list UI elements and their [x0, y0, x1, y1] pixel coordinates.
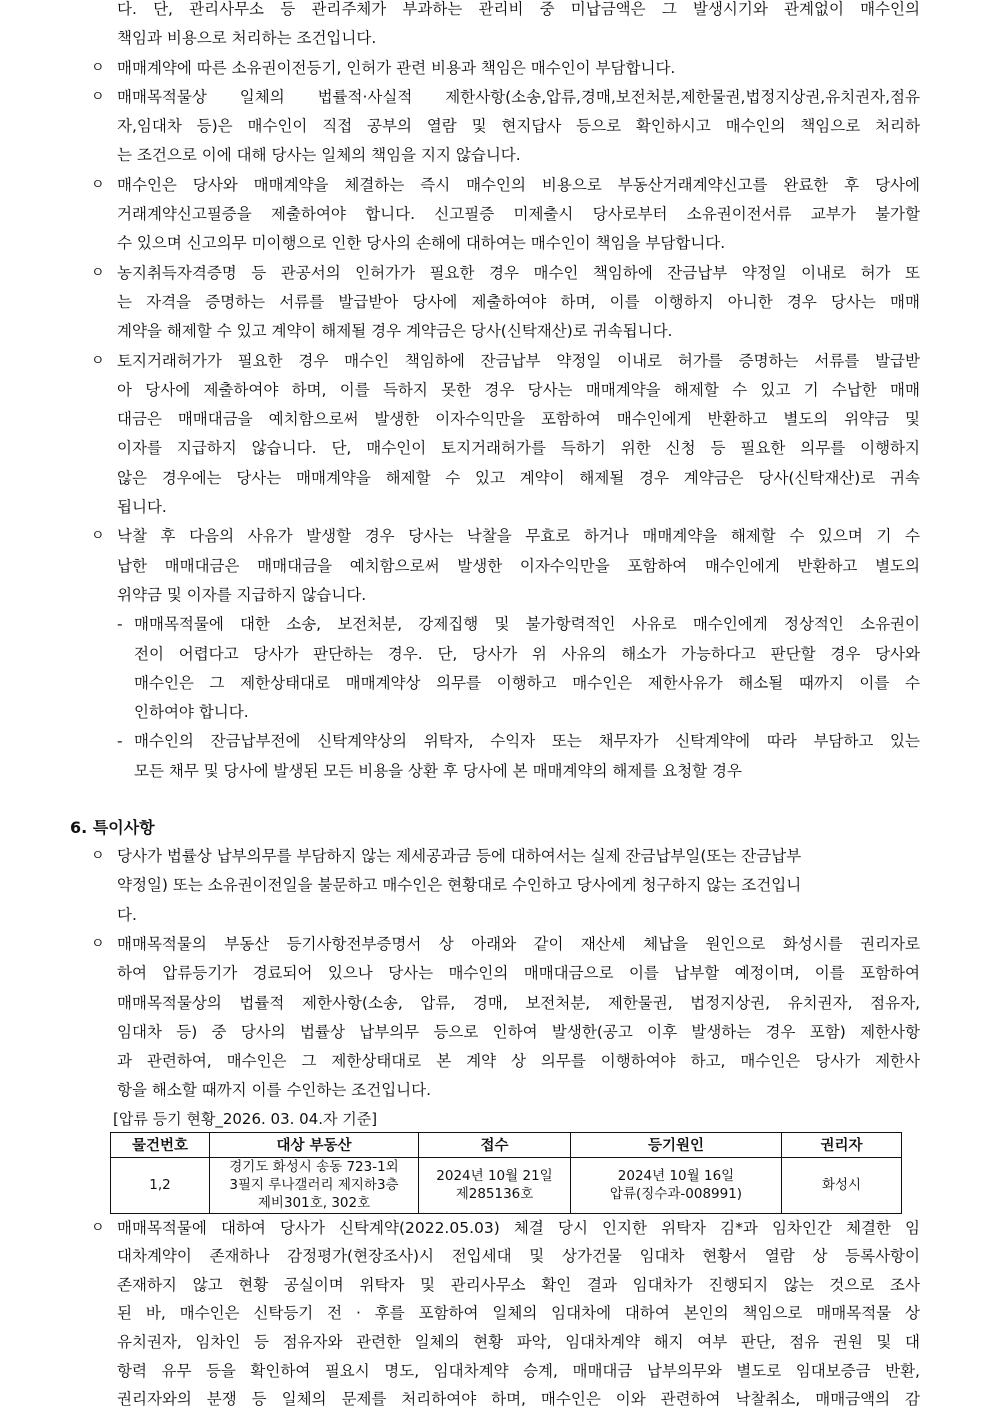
- text-line: 는 자격을 증명하는 서류를 발급받아 당사에 제출하여야 하며, 이를 이행하지 아니한 경우 당사는 매매: [117, 292, 920, 311]
- text-line: 수 있으며 신고의무 미이행으로 인한 당사의 손해에 대하여는 매수인이 책임을 부담합니다.: [117, 234, 726, 253]
- col-header: 등기원인: [571, 1132, 782, 1157]
- dash-item: [0, 727, 992, 786]
- text-line: 계약을 해제할 수 있고 계약이 해제될 경우 계약금은 당사(신탁재산)로 귀속됩니다.: [117, 322, 673, 341]
- text-line: 과 관련하여, 매수인은 그 제한상태대로 본 계약 상 의무를 이행하여야 하고, 매수인은 당사가 제한사: [117, 1052, 920, 1071]
- spacer: [0, 786, 992, 813]
- property-line: 3필지 루나갤러리 제지하3층: [229, 1177, 399, 1194]
- bullet-item: [0, 171, 992, 259]
- bullet-marker-icon: ㅇ: [91, 1219, 105, 1236]
- bullet-marker-icon: ㅇ: [91, 848, 105, 865]
- text-line: 위약금 및 이자를 지급하지 않습니다.: [117, 585, 367, 604]
- text-line: 항을 해소할 때까지 이를 수인하는 조건입니다.: [117, 1081, 432, 1100]
- text-line: 된 바, 매수인은 신탁등기 전 · 후를 포함하여 일체의 임대차에 대하여 본인의 책임으로 매매목적물 상: [117, 1304, 920, 1323]
- dash-marker-icon: -: [117, 615, 123, 634]
- bullet-marker-icon: ㅇ: [91, 176, 105, 193]
- text-line: 책임과 비용으로 처리하는 조건입니다.: [117, 29, 377, 48]
- text-line: 는 조건으로 이에 대해 당사는 일체의 책임을 지지 않습니다.: [117, 146, 521, 165]
- seizure-table: [110, 1132, 902, 1214]
- text-line: 매매목적물에 대하여 당사가 신탁계약(2022.05.03) 체결 당시 인지한 위탁자 김*과 임차인간 체결한 임: [117, 1218, 920, 1237]
- text-line: 유치권자, 임차인 등 점유자와 관련한 일체의 현황 파악, 임대차계약 해지 여부 판단, 점유 권원 및 대: [117, 1333, 920, 1352]
- cell-holder: 화성시: [782, 1157, 902, 1213]
- bullet-item: [0, 522, 992, 610]
- text-line: 존재하지 않고 현황 공실이며 위탁자 및 관리사무소 확인 결과 임대차가 진행되지 않는 것으로 조사: [117, 1275, 920, 1294]
- text-line: 토지거래허가가 필요한 경우 매수인 책임하에 잔금납부 약정일 이내로 허가를 증명하는 서류를 발급받: [117, 351, 920, 370]
- text-line: 매수인은 당사와 매매계약을 체결하는 즉시 매수인의 비용으로 부동산거래계약신고를 완료한 후 당사에: [117, 175, 920, 194]
- text-line: 납한 매매대금은 매매대금을 예치함으로써 발생한 이자수익만을 포함하여 매수인에게 반환하고 별도의: [117, 556, 920, 575]
- text-line: 매매목적물상 일체의 법률적·사실적 제한사항(소송,압류,경매,보전처분,제한물권,법정지상권,유치권자,점유: [117, 87, 920, 106]
- text-line: 매매계약에 따른 소유권이전등기, 인허가 관련 비용과 책임은 매수인이 부담합니다.: [117, 58, 676, 77]
- text-line: 하여 압류등기가 경료되어 있으나 당사는 매수인의 매매대금으로 이를 납부할 예정이며, 이를 포함하여: [117, 964, 920, 983]
- text-line: 낙찰 후 다음의 사유가 발생할 경우 당사는 낙찰을 무효로 하거나 매매계약을 해제할 수 있으며 기 수: [117, 527, 920, 546]
- text-line: 매매목적물에 대한 소송, 보전처분, 강제집행 및 불가항력적인 사유로 매수인에게 정상적인 소유권이: [134, 615, 920, 634]
- col-header: 물건번호: [111, 1132, 210, 1157]
- col-header: 권리자: [782, 1132, 902, 1157]
- text-line: 항력 유무 등을 확인하여 필요시 명도, 임대차계약 승계, 매매대금 납부의무와 별도로 임대보증금 반환,: [117, 1361, 920, 1380]
- dash-item: [0, 610, 992, 727]
- bullet-marker-icon: ㅇ: [91, 264, 105, 281]
- bullet-item: [0, 1214, 992, 1414]
- text-line: 됩니다.: [117, 498, 167, 517]
- text-line: 모든 채무 및 당사에 발생된 모든 비용을 상환 후 당사에 본 매매계약의 해제를 요청할 경우: [134, 761, 743, 780]
- text-line: 권리자와의 분쟁 등 일체의 문제를 처리하여야 하며, 매수인은 이와 관련하여 낙찰취소, 매매금액의 감: [117, 1390, 920, 1409]
- cell-no: 1,2: [111, 1157, 210, 1213]
- bullet-marker-icon: ㅇ: [91, 352, 105, 369]
- bullet-item: [0, 842, 992, 930]
- col-header: 대상 부동산: [210, 1132, 419, 1157]
- text-line: 매매목적물의 부동산 등기사항전부증명서 상 아래와 같이 재산세 체납을 원인으로 화성시를 권리자로: [117, 934, 920, 953]
- table-header-row: [111, 1132, 902, 1157]
- bullet-item: [0, 54, 992, 83]
- text-line: 대금은 매매대금을 예치함으로써 발생한 이자수익만을 포함하여 매수인에게 반환하고 별도의 위약금 및: [117, 410, 920, 429]
- text-line: 전이 어렵다고 당사가 판단하는 경우. 단, 당사가 위 사유의 해소가 가능하다고 판단할 경우 당사와: [134, 644, 920, 663]
- text-line: 않은 경우에는 당사는 매매계약을 해제할 수 있고 계약이 해제될 경우 계약금은 당사(신탁재산)로 귀속: [117, 468, 920, 487]
- text-line: 농지취득자격증명 등 관공서의 인허가가 필요한 경우 매수인 책임하에 잔금납부 약정일 이내로 허가 또: [117, 263, 920, 282]
- cell-cause: [571, 1157, 782, 1213]
- receipt-date: 2024년 10월 21일: [436, 1168, 553, 1185]
- bullet-item: [0, 347, 992, 523]
- text-line: 자,임대차 등)은 매수인이 직접 공부의 열람 및 현지답사 등으로 확인하시고 매수인의 책임으로 처리하: [117, 117, 920, 136]
- cell-property: [210, 1157, 419, 1213]
- text-line: 아 당사에 제출하여야 하며, 이를 득하지 못한 경우 당사는 매매계약을 해제할 수 있고 기 수납한 매매: [117, 380, 920, 399]
- special-terms: [0, 842, 992, 1106]
- text-line: 임대차 등) 중 당사의 법률상 납부의무 등으로 인하여 발생한(공고 이후 발생하는 경우 포함) 제한사항: [117, 1022, 920, 1041]
- text-line: 인하여야 합니다.: [134, 703, 249, 722]
- text-line: 당사가 법률상 납부의무를 부담하지 않는 제세공과금 등에 대하여서는 실제 잔금납부일(또는 잔금납부: [117, 847, 802, 866]
- clauses-bottom: [0, 1214, 992, 1414]
- table-row: [111, 1157, 902, 1213]
- bullet-item: [0, 930, 992, 1106]
- text-line: 이자를 지급하지 않습니다. 단, 매수인이 토지거래허가를 득하기 위한 신청 등 필요한 의무를 이행하지: [117, 439, 920, 458]
- cause-date: 2024년 10월 16일: [617, 1168, 735, 1185]
- receipt-number: 제285136호: [455, 1186, 534, 1203]
- text-line: 매수인의 잔금납부전에 신탁계약상의 위탁자, 수익자 또는 채무자가 신탁계약에 따라 부담하고 있는: [134, 732, 920, 751]
- text-line: 약정일) 또는 소유권이전일을 불문하고 매수인은 현황대로 수인하고 당사에게 청구하지 않는 조건입니: [117, 876, 802, 895]
- dash-marker-icon: -: [117, 732, 123, 751]
- text-line: 거래계약신고필증을 제출하여야 합니다. 신고필증 미제출시 당사로부터 소유권이전서류 교부가 불가할: [117, 205, 920, 224]
- bullet-item: [0, 259, 992, 347]
- paragraph: [0, 0, 992, 54]
- section-heading: 6. 특이사항: [70, 818, 155, 838]
- bullet-item: [0, 83, 992, 171]
- text-line: 매수인은 그 제한상태대로 매매계약상 의무를 이행하고 매수인은 제한사유가 해소될 때까지 이를 수: [134, 673, 920, 692]
- text-line: 매매목적물상의 법률적 제한사항(소송, 압류, 경매, 보전처분, 제한물권, 법정지상권, 유치권자, 점유자,: [117, 993, 920, 1012]
- bullet-marker-icon: ㅇ: [91, 59, 105, 76]
- bullet-marker-icon: ㅇ: [91, 528, 105, 545]
- text-line: 대차계약이 존재하나 감정평가(현장조사)시 전입세대 및 상가건물 임대차 현황서 열람 상 등록사항이: [117, 1247, 920, 1266]
- cause-text: 압류(징수과-008991): [609, 1186, 743, 1203]
- property-line: 경기도 화성시 송동 723-1외: [229, 1159, 399, 1176]
- text-line: 다.: [117, 905, 137, 924]
- col-header: 접수: [419, 1132, 571, 1157]
- text-line: 다. 단, 관리사무소 등 관리주체가 부과하는 관리비 중 미납금액은 그 발생시기와 관계없이 매수인의: [117, 0, 920, 18]
- bullet-marker-icon: ㅇ: [91, 88, 105, 105]
- property-line: 제비301호, 302호: [257, 1195, 371, 1212]
- bullet-marker-icon: ㅇ: [91, 935, 105, 952]
- table-caption: [압류 등기 현황_2026. 03. 04.자 기준]: [113, 1109, 378, 1128]
- cell-receipt: [419, 1157, 571, 1213]
